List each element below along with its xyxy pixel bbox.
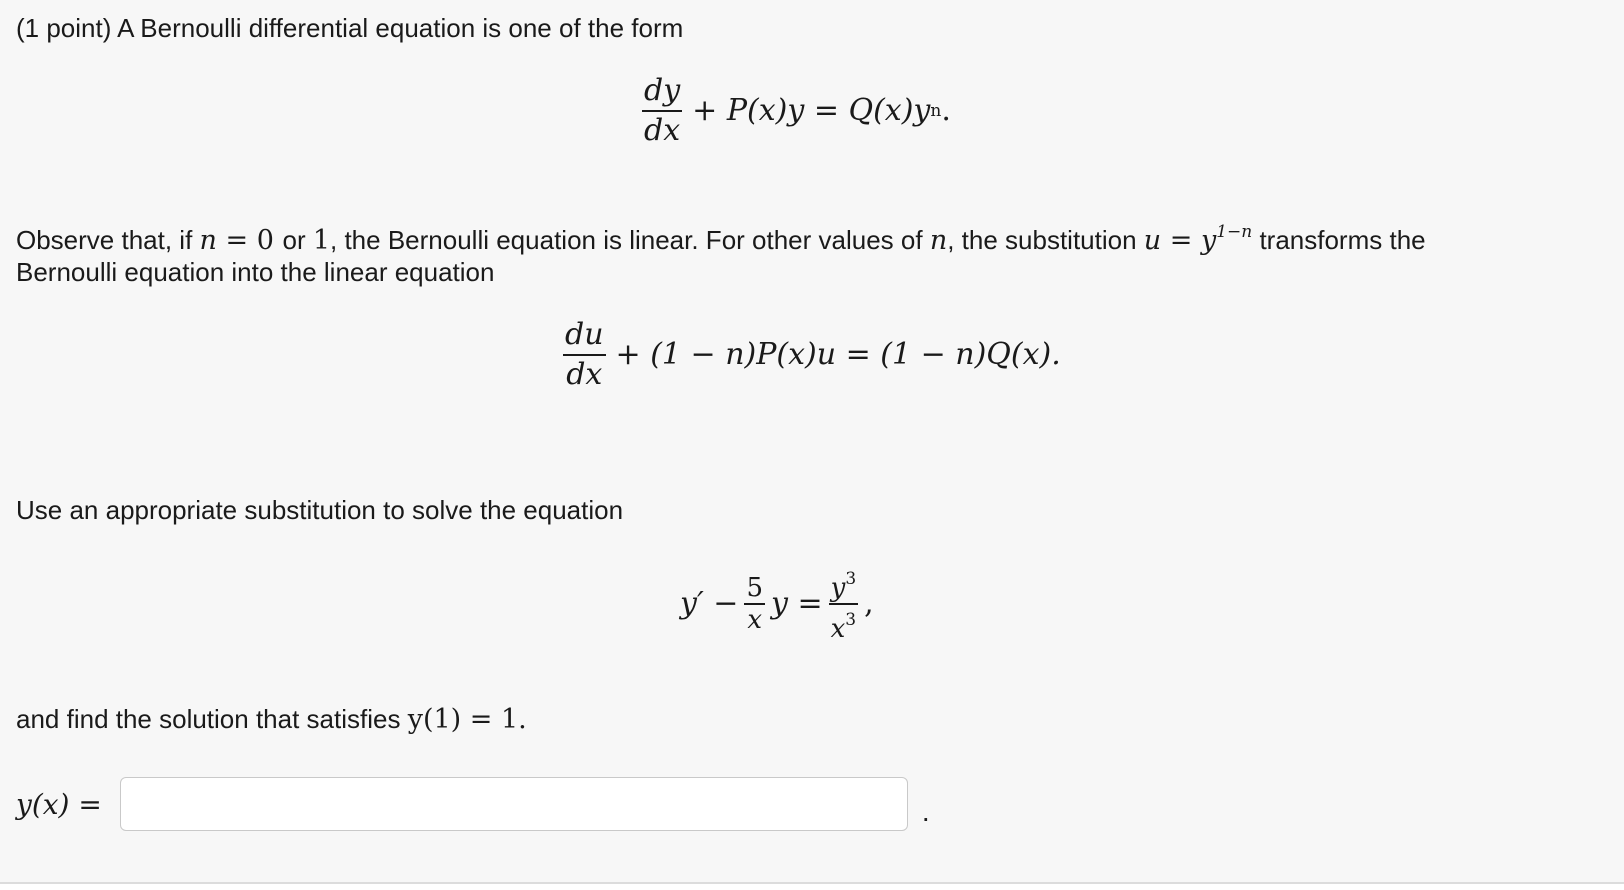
fraction-denominator: x	[747, 604, 763, 635]
equals-zero: = 0	[216, 225, 283, 256]
fraction-denominator: dx	[566, 356, 603, 392]
find-text: and find the solution that satisfies	[16, 704, 408, 734]
answer-row	[16, 774, 930, 834]
fraction-denominator: dx	[644, 112, 681, 148]
given-equation	[680, 564, 874, 644]
cube-exponent: 3	[845, 609, 857, 630]
bernoulli-exponent: n	[930, 100, 942, 121]
n-variable: n	[929, 225, 948, 256]
observe-text: , the substitution	[947, 225, 1144, 255]
fraction-numerator: dy	[644, 73, 681, 108]
linear-rhs: + (1 − n)P(x)u = (1 − n)Q(x).	[615, 337, 1061, 373]
one-value: 1	[312, 225, 331, 256]
find-solution-line	[16, 699, 527, 740]
bernoulli-period: .	[941, 93, 951, 129]
given-mid: y =	[770, 586, 823, 622]
du-dx-fraction	[563, 316, 606, 394]
bernoulli-rhs: + P(x)y = Q(x)y	[692, 93, 931, 129]
x-variable: x	[830, 613, 846, 644]
y-variable: y	[830, 573, 846, 603]
answer-label: y(x) =	[16, 787, 102, 821]
observe-text: , the Bernoulli equation is linear. For other values of	[330, 225, 930, 255]
linear-equation	[557, 316, 1061, 394]
substitution-exponent: 1−n	[1216, 222, 1253, 242]
use-substitution-text: Use an appropriate substitution to solve the equation	[16, 495, 624, 525]
fraction-numerator: 5	[746, 573, 763, 603]
observe-text: Observe that, if	[16, 225, 200, 255]
u-variable: u	[1143, 225, 1162, 256]
problem-intro: (1 point) A Bernoulli differential equation is one of the form	[16, 13, 684, 43]
cube-exponent: 3	[845, 569, 857, 589]
substitution-expr: = y	[1161, 225, 1217, 256]
n-variable: n	[199, 225, 217, 256]
fraction-numerator: du	[565, 317, 604, 352]
fraction-denominator	[829, 605, 859, 644]
y3-over-x3-fraction	[829, 564, 859, 644]
observe-line-2: Bernoulli equation into the linear equation	[16, 257, 495, 287]
dy-dx-fraction	[642, 72, 682, 150]
bernoulli-equation	[636, 72, 951, 150]
initial-condition: y(1) = 1.	[407, 704, 527, 735]
answer-input[interactable]	[120, 777, 908, 831]
observe-text: transforms the	[1252, 225, 1426, 255]
five-over-x-fraction	[744, 573, 765, 635]
given-comma: ,	[864, 586, 874, 622]
or-text: or	[282, 225, 313, 255]
answer-trailing-period: .	[921, 796, 930, 827]
fraction-numerator	[829, 564, 859, 603]
given-lhs: y′ −	[680, 586, 739, 622]
